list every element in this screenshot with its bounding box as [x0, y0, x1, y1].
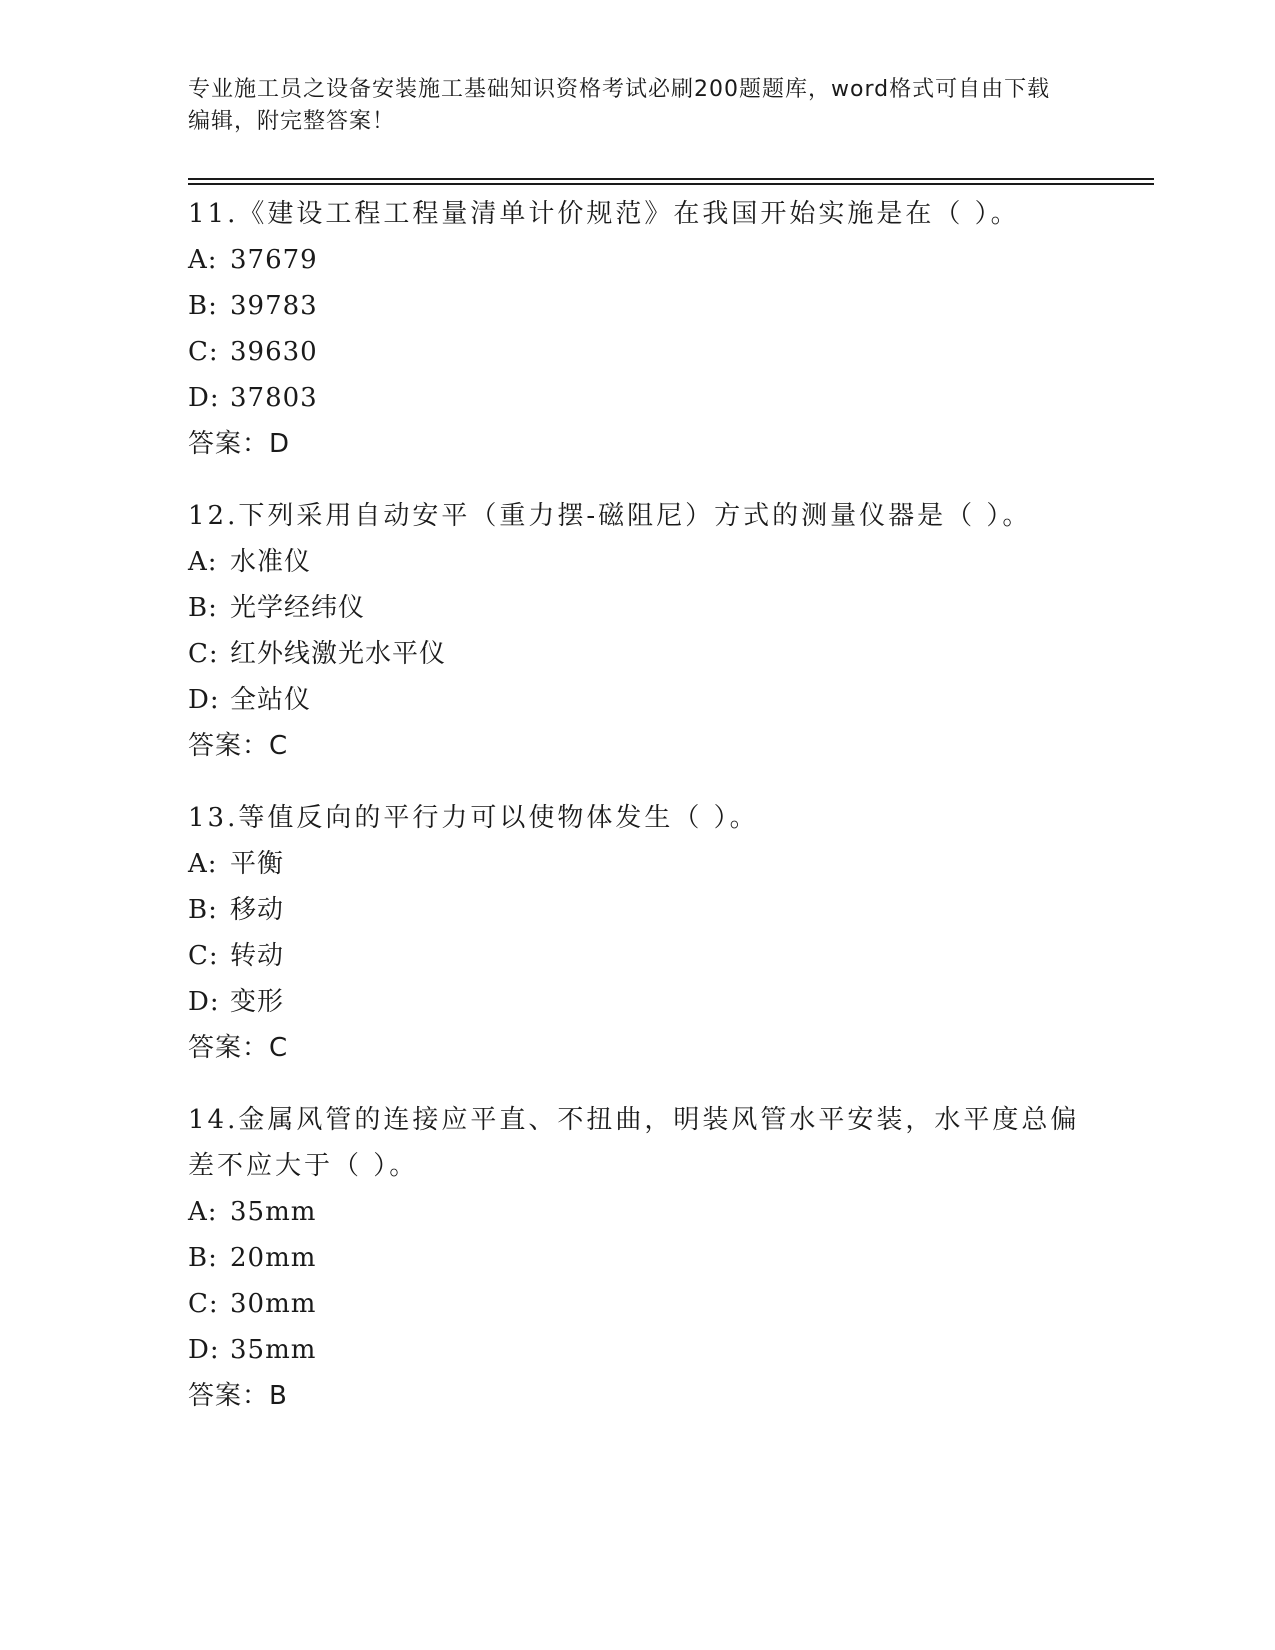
- answer-label: 答案：: [188, 1033, 270, 1063]
- answer-label: 答案：: [188, 731, 270, 761]
- option-d: [188, 677, 1088, 723]
- question-item: [188, 1097, 1088, 1419]
- option-key: D:: [188, 685, 220, 715]
- option-key: A:: [188, 547, 218, 577]
- option-text: 红外线激光水平仪: [230, 639, 447, 669]
- option-key: C:: [188, 941, 219, 971]
- answer-value: D: [269, 429, 291, 459]
- option-b: [188, 887, 1088, 933]
- option-key: A:: [188, 245, 218, 275]
- option-text: 20mm: [230, 1243, 317, 1273]
- option-text: 35mm: [230, 1335, 317, 1365]
- option-text: 变形: [230, 987, 285, 1017]
- option-text: 光学经纬仪: [230, 593, 366, 623]
- option-key: B:: [188, 291, 218, 321]
- answer-value: C: [269, 731, 289, 761]
- option-d: [188, 375, 1088, 421]
- option-text: 平衡: [230, 849, 285, 879]
- answer-line: [188, 1025, 1088, 1071]
- option-key: C:: [188, 1289, 219, 1319]
- option-text: 全站仪: [230, 685, 312, 715]
- option-key: C:: [188, 639, 219, 669]
- option-c: [188, 631, 1088, 677]
- option-a: [188, 1189, 1088, 1235]
- option-c: [188, 933, 1088, 979]
- option-c: [188, 1281, 1088, 1327]
- option-b: [188, 585, 1088, 631]
- document-header-note: 专业施工员之设备安装施工基础知识资格考试必刷200题题库，word格式可自由下载编辑，附完整答案！: [188, 77, 1051, 134]
- option-b: [188, 283, 1088, 329]
- answer-value: B: [269, 1381, 288, 1411]
- header-divider-bottom: [188, 183, 1154, 185]
- option-text: 39783: [230, 291, 318, 321]
- option-text: 转动: [230, 941, 285, 971]
- option-key: C:: [188, 337, 219, 367]
- option-a: [188, 237, 1088, 283]
- option-key: D:: [188, 383, 220, 413]
- option-text: 39630: [230, 337, 318, 367]
- option-key: D:: [188, 987, 220, 1017]
- option-text: 移动: [230, 895, 285, 925]
- option-text: 37679: [230, 245, 318, 275]
- answer-label: 答案：: [188, 1381, 270, 1411]
- option-text: 水准仪: [230, 547, 312, 577]
- option-c: [188, 329, 1088, 375]
- answer-line: [188, 1373, 1088, 1419]
- question-stem: 14.金属风管的连接应平直、不扭曲，明装风管水平安装，水平度总偏差不应大于（ ）。: [188, 1105, 1080, 1181]
- option-a: [188, 539, 1088, 585]
- option-key: D:: [188, 1335, 220, 1365]
- header-divider-top: [188, 178, 1154, 180]
- option-b: [188, 1235, 1088, 1281]
- option-key: A:: [188, 849, 218, 879]
- question-stem: 12.下列采用自动安平（重力摆-磁阻尼）方式的测量仪器是（ ）。: [188, 501, 1032, 531]
- option-text: 30mm: [230, 1289, 317, 1319]
- question-list: [188, 191, 1088, 1445]
- question-item: [188, 191, 1088, 467]
- answer-label: 答案：: [188, 429, 270, 459]
- answer-value: C: [269, 1033, 289, 1063]
- option-text: 35mm: [230, 1197, 317, 1227]
- option-key: B:: [188, 895, 218, 925]
- question-stem: 11.《建设工程工程量清单计价规范》在我国开始实施是在（ ）。: [188, 199, 1020, 229]
- question-item: [188, 795, 1088, 1071]
- option-d: [188, 979, 1088, 1025]
- answer-line: [188, 421, 1088, 467]
- option-key: B:: [188, 1243, 218, 1273]
- answer-line: [188, 723, 1088, 769]
- question-item: [188, 493, 1088, 769]
- option-d: [188, 1327, 1088, 1373]
- option-key: A:: [188, 1197, 218, 1227]
- question-stem: 13.等值反向的平行力可以使物体发生（ ）。: [188, 803, 759, 833]
- option-text: 37803: [230, 383, 318, 413]
- option-key: B:: [188, 593, 218, 623]
- option-a: [188, 841, 1088, 887]
